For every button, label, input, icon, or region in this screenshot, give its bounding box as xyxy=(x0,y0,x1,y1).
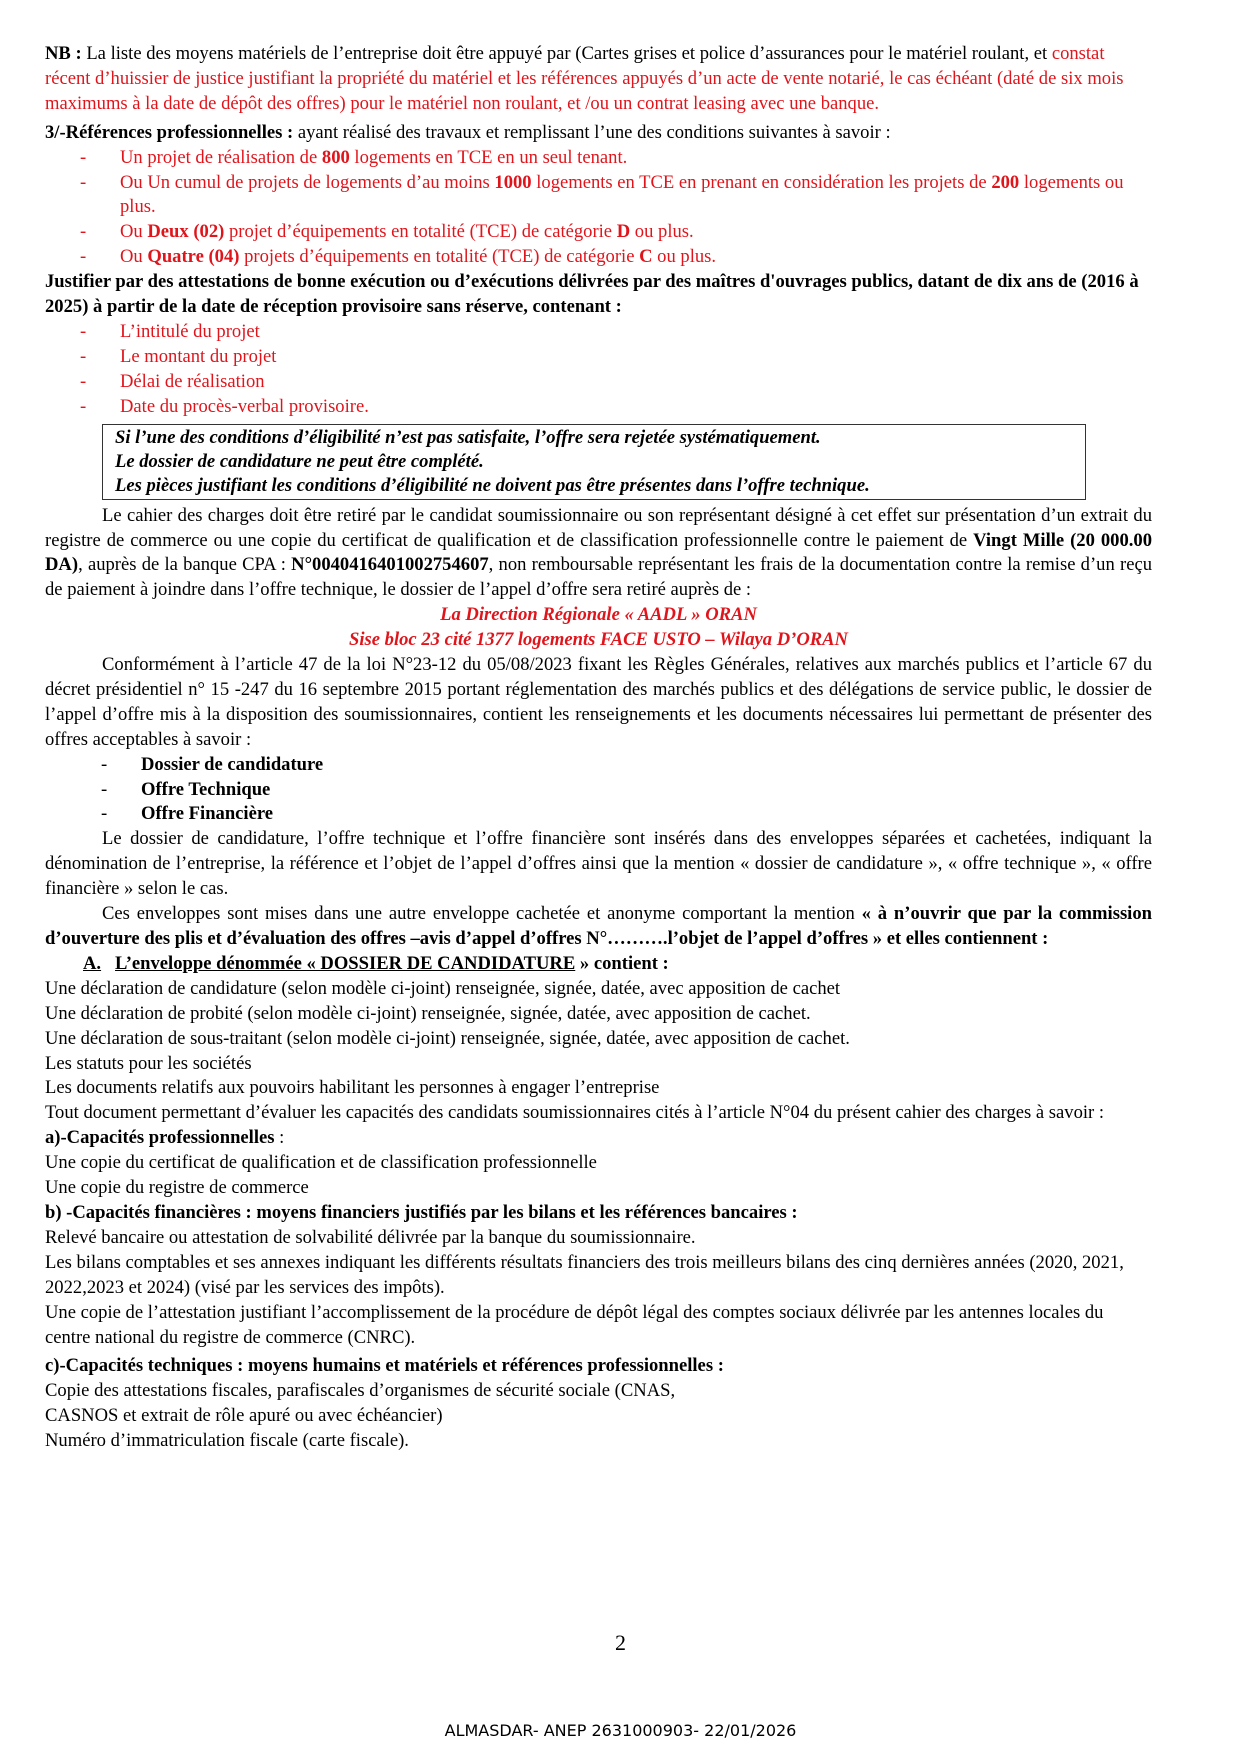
bank-account-number: N°0040416401002754607 xyxy=(291,554,489,576)
section-a-line: Les documents relatifs aux pouvoirs habilitant les personnes à engager l’entreprise xyxy=(45,1077,660,1099)
section-a-line: Une déclaration de sous-traitant (selon modèle ci-joint) renseignée, signée, datée, avec apposition de cachet. xyxy=(45,1027,850,1049)
list-item: - Un projet de réalisation de 800 logements en TCE en un seul tenant. xyxy=(80,146,628,168)
section-a-lines xyxy=(45,977,1152,1454)
list-item: - Offre Financière xyxy=(101,803,274,825)
section-a-line: Une déclaration de candidature (selon modèle ci-joint) renseignée, signée, datée, avec apposition de cachet xyxy=(45,977,841,999)
list-item: - Dossier de candidature xyxy=(101,753,324,775)
document-page xyxy=(45,42,1152,1454)
list-item: - Ou Quatre (04) projets d’équipements en totalité (TCE) de catégorie C ou plus. xyxy=(80,246,717,268)
capacities-c-heading: c)-Capacités techniques : moyens humains et matériels et références professionnelles : xyxy=(45,1355,724,1377)
publication-footer: ALMASDAR- ANEP 2631000903- 22/01/2026 xyxy=(444,1721,797,1740)
nb-label: NB : xyxy=(45,43,82,64)
list-item: - L’intitulé du projet xyxy=(80,320,260,342)
capacities-a-line: Une copie du registre de commerce xyxy=(45,1177,309,1199)
conformity-paragraph: Conformément à l’article 47 de la loi N°23-12 du 05/08/2023 fixant les Règles Générales, relatives aux marchés publics et l’article 67 du décret présidentiel n° 15 -247 du 16 septembre 2015 portant réglementation des marchés publics et des délégations de service public, le dossier de l’appel d’offre mis à la disposition des soumissionnaires, contient les renseignements et les documents nécessaires lui permettant de présenter des offres acceptables à savoir : xyxy=(45,654,1152,750)
capacities-c-line: Numéro d’immatriculation fiscale (carte fiscale). xyxy=(45,1430,409,1452)
capacities-a-line: Une copie du certificat de qualification et de classification professionnelle xyxy=(45,1152,597,1174)
section-a-line: Une déclaration de probité (selon modèle ci-joint) renseignée, signée, datée, avec apposition de cachet. xyxy=(45,1002,811,1024)
envelopes-paragraph-2: Ces enveloppes sont mises dans une autre enveloppe cachetée et anonyme comportant la mention « à n’ouvrir que par la commission d’ouverture des plis et d’évaluation des offres –avis d’appel d’offres N°……….l’objet de l’appel d’offres » et elles contiennent : xyxy=(45,903,1152,949)
capacities-a-heading: a)-Capacités professionnelles : xyxy=(45,1127,285,1149)
offer-components-list xyxy=(45,753,1152,828)
list-item: - Ou Un cumul de projets de logements d’au moins 1000 logements en TCE en prenant en considération les projets de 200 logements ou plus. xyxy=(80,171,1124,218)
capacities-b-line: Relevé bancaire ou attestation de solvabilité délivrée par la banque du soumissionnaire. xyxy=(45,1226,696,1248)
references-heading: 3/-Références professionnelles : ayant réalisé des travaux et remplissant l’une des conditions suivantes à savoir : xyxy=(45,121,891,143)
justify-paragraph: Justifier par des attestations de bonne exécution ou d’exécutions délivrées par des maîtres d'ouvrages publics, datant de dix ans de (2016 à 2025) à partir de la date de réception provisoire sans réserve, contenant : xyxy=(45,271,1139,318)
nb-red-text: constat récent d’huissier de justice justifiant la propriété du matériel et les références appuyés d’un acte de vente notarié, le cas échéant (daté de six mois maximums à la date de dépôt des offres) pour le matériel non roulant, et /ou un contrat leasing avec une banque. xyxy=(45,43,1124,114)
list-item: - Le montant du projet xyxy=(80,345,277,367)
capacities-b-heading: b) -Capacités financières : moyens financiers justifiés par les bilans et les références bancaires : xyxy=(45,1201,798,1223)
nb-paragraph: NB : La liste des moyens matériels de l’entreprise doit être appuyé par (Cartes grises et police d’assurances pour le matériel roulant, et constat récent d’huissier de justice justifiant la propriété du matériel et les références appuyés d’un acte de vente notarié, le cas échéant (daté de six mois maximums à la date de dépôt des offres) pour le matériel non roulant, et /ou un contrat leasing avec une banque. xyxy=(45,43,1124,114)
list-item: - Offre Technique xyxy=(101,778,271,800)
capacities-b-line: Les bilans comptables et ses annexes indiquant les différents résultats financiers des trois meilleurs bilans des cinq dernières années (2020, 2021, 2022,2023 et 2024) (visé par les services des impôts). xyxy=(45,1251,1124,1298)
section-a-heading: A. L’enveloppe dénommée « DOSSIER DE CANDIDATURE » contient : xyxy=(83,952,669,974)
envelopes-paragraph-1: Le dossier de candidature, l’offre technique et l’offre financière sont insérés dans des enveloppes séparées et cachetées, indiquant la dénomination de l’entreprise, la référence et l’objet de l’appel d’offres ainsi que la mention « dossier de candidature », « offre technique », « offre financière » selon le cas. xyxy=(45,828,1152,900)
references-conditions-list xyxy=(45,146,1152,271)
withdrawal-paragraph: Le cahier des charges doit être retiré par le candidat soumissionnaire ou son représentant désigné à cet effet sur présentation d’un extrait du registre de commerce ou une copie du certificat de qualification et de classification professionnelle contre le paiement de Vingt Mille (20 000.00 DA), auprès de la banque CPA : N°0040416401002754607, non remboursable représentant les frais de la documentation contre la remise d’un reçu de paiement à joindre dans l’offre technique, le dossier de l’appel d’offre sera retiré auprès de : xyxy=(45,504,1152,601)
page-number: 2 xyxy=(615,1630,626,1655)
capacities-c-line: CASNOS et extrait de rôle apuré ou avec échéancier) xyxy=(45,1405,443,1427)
list-item: - Délai de réalisation xyxy=(80,370,265,392)
section-a-line: Tout document permettant d’évaluer les capacités des candidats soumissionnaires cités à l’article N°04 du présent cahier des charges à savoir : xyxy=(45,1102,1105,1124)
capacities-b-line: Une copie de l’attestation justifiant l’accomplissement de la procédure de dépôt légal des comptes sociaux délivrée par les antennes locales du centre national du registre de commerce (CNRC). xyxy=(45,1301,1104,1348)
eligibility-notice-box: Si l’une des conditions d’éligibilité n’est pas satisfaite, l’offre sera rejetée systématiquement. Le dossier de candidature ne peut être complété. Les pièces justifiant les conditions d’éligibilité ne doivent pas être présentes dans l’offre technique. xyxy=(102,424,1086,500)
address-line-2: Sise bloc 23 cité 1377 logements FACE USTO – Wilaya D’ORAN xyxy=(349,629,848,651)
list-item: - Ou Deux (02) projet d’équipements en totalité (TCE) de catégorie D ou plus. xyxy=(80,221,694,243)
list-item: - Date du procès-verbal provisoire. xyxy=(80,395,369,417)
capacities-c-line: Copie des attestations fiscales, parafiscales d’organismes de sécurité sociale (CNAS, xyxy=(45,1380,676,1402)
address-line-1: La Direction Régionale « AADL » ORAN xyxy=(440,604,757,626)
attestation-contents-list xyxy=(45,320,1152,420)
section-a-line: Les statuts pour les sociétés xyxy=(45,1052,252,1074)
